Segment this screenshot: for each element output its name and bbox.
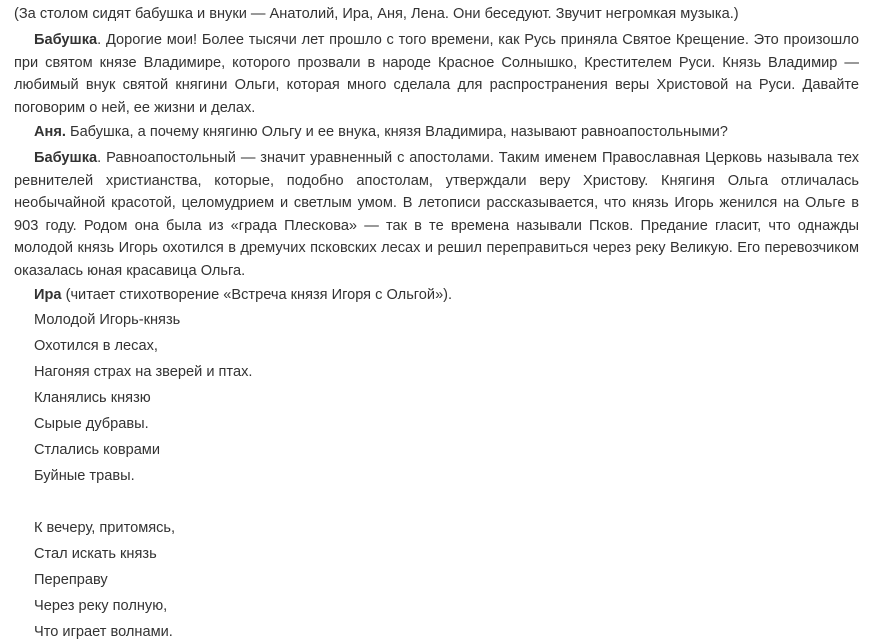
- speech-text: Бабушка, а почему княгиню Ольгу и ее внука, князя Владимира, называют равноапостольными?: [65, 124, 728, 140]
- paragraph-grandmother-2: [14, 147, 859, 283]
- speech-text: . Дорогие мои! Более тысячи лет прошло с того времени, как Русь приняла Святое Крещение. Это произошло при святом князе Владимире, которого прозвали в народе Красное Солнышко, Крестителем Руси. Князь Владимир — любимый внук святой княгини Ольги, которая много сделала для распространения веры Христовой на Руси. Давайте поговорим о ней, ее жизни и делах.: [14, 32, 859, 116]
- poem-line: Кланялись князю: [34, 390, 151, 406]
- poem-line: Сырые дубравы.: [34, 416, 149, 432]
- poem-line: Стал искать князь: [34, 546, 157, 562]
- speech-text: . Равноапостольный — значит уравненный с апостолами. Таким именем Православная Церковь называла тех ревнителей христианства, которые, подобно апостолам, утверждали веру Христову. Княгиня Ольга отличалась необычайной красотой, целомудрием и светлым умом. В летописи рассказывается, что князь Игорь женился на Ольге в 903 году. Родом она была из «града Плескова» — так в те времена называли Псков. Предание гласит, что однажды молодой князь Игорь охотился в дремучих псковских лесах и решил переправиться через реку Великую. Его перевозчиком оказалась юная красавица Ольга.: [14, 150, 859, 279]
- poem-line: Молодой Игорь-князь: [34, 312, 181, 328]
- stanza-break: [14, 489, 864, 515]
- poem-line: Охотился в лесах,: [34, 338, 158, 354]
- speaker-name: Ира: [34, 287, 62, 303]
- poem-line: Нагоняя страх на зверей и птах.: [34, 364, 253, 380]
- paragraph-grandmother-1: [14, 29, 859, 119]
- stage-direction: (За столом сидят бабушка и внуки — Анатолий, Ира, Аня, Лена. Они беседуют. Звучит негромкая музыка.): [14, 6, 739, 22]
- poem-line: Что играет волнами.: [34, 624, 173, 640]
- poem: [14, 307, 864, 643]
- speaker-name: Аня.: [34, 124, 66, 140]
- poem-line: К вечеру, притомясь,: [34, 520, 176, 536]
- speech-text: (читает стихотворение «Встреча князя Игоря с Ольгой»).: [61, 287, 453, 303]
- poem-line: Через реку полную,: [34, 598, 168, 614]
- poem-line: Переправу: [34, 572, 108, 588]
- poem-line: Стлались коврами: [34, 442, 160, 458]
- paragraph-ira: [14, 284, 864, 307]
- poem-line: Буйные травы.: [34, 468, 135, 484]
- speaker-name: Бабушка: [34, 150, 98, 166]
- speaker-name: Бабушка: [34, 32, 98, 48]
- paragraph-anya: [14, 121, 864, 144]
